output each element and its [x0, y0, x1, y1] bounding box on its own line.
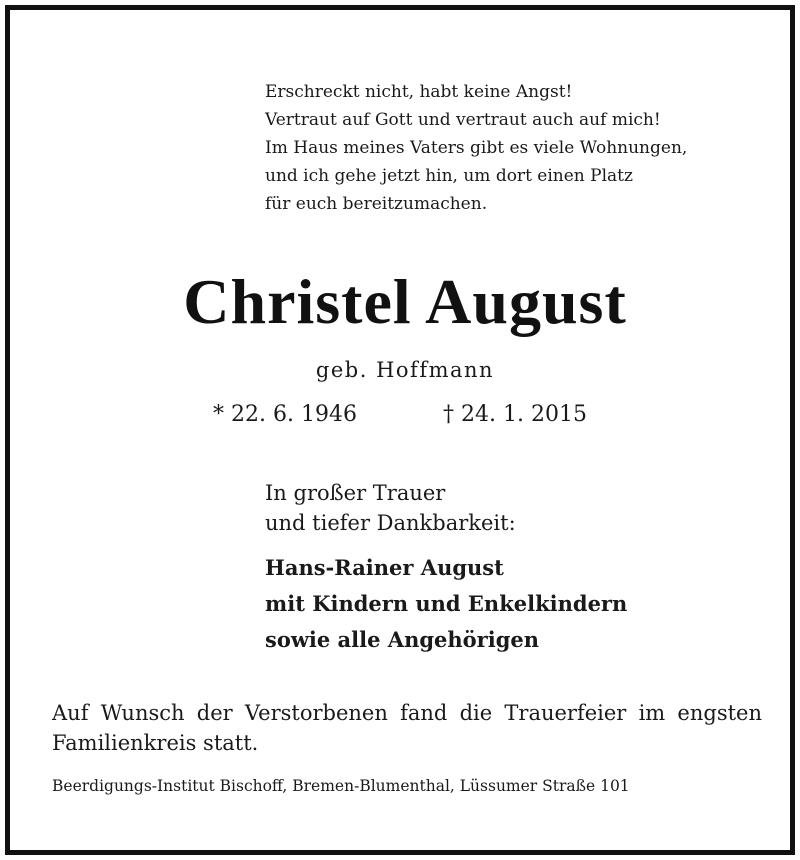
verse-line: und ich gehe jetzt hin, um dort einen Platz — [265, 166, 633, 186]
mourning-statement — [265, 478, 516, 538]
mourners-list — [265, 550, 627, 658]
funeral-home: Beerdigungs-Institut Bischoff, Bremen-Blumenthal, Lüssumer Straße 101 — [52, 777, 630, 795]
verse-line: Vertraut auf Gott und vertraut auch auf mich! — [265, 110, 661, 130]
maiden-name: geb. Hoffmann — [315, 358, 495, 382]
mourner-line: Hans-Rainer August — [265, 555, 504, 580]
verse-line: für euch bereitzumachen. — [265, 194, 488, 214]
death-date: † 24. 1. 2015 — [443, 402, 587, 427]
mourner-line: sowie alle Angehörigen — [265, 627, 540, 652]
verse-line: Erschreckt nicht, habt keine Angst! — [265, 82, 573, 102]
mourner-line: mit Kindern und Enkelkindern — [265, 591, 628, 616]
deceased-name: Christel August — [183, 266, 627, 337]
verse-line: Im Haus meines Vaters gibt es viele Wohnungen, — [265, 138, 688, 158]
birth-date: * 22. 6. 1946 — [213, 402, 357, 427]
funeral-notice: Auf Wunsch der Verstorbenen fand die Trauerfeier im engsten Familienkreis statt. — [52, 701, 762, 755]
obituary-frame — [5, 5, 795, 855]
bible-verse — [265, 78, 687, 218]
mourning-line: und tiefer Dankbarkeit: — [265, 511, 516, 535]
mourning-line: In großer Trauer — [265, 481, 446, 505]
